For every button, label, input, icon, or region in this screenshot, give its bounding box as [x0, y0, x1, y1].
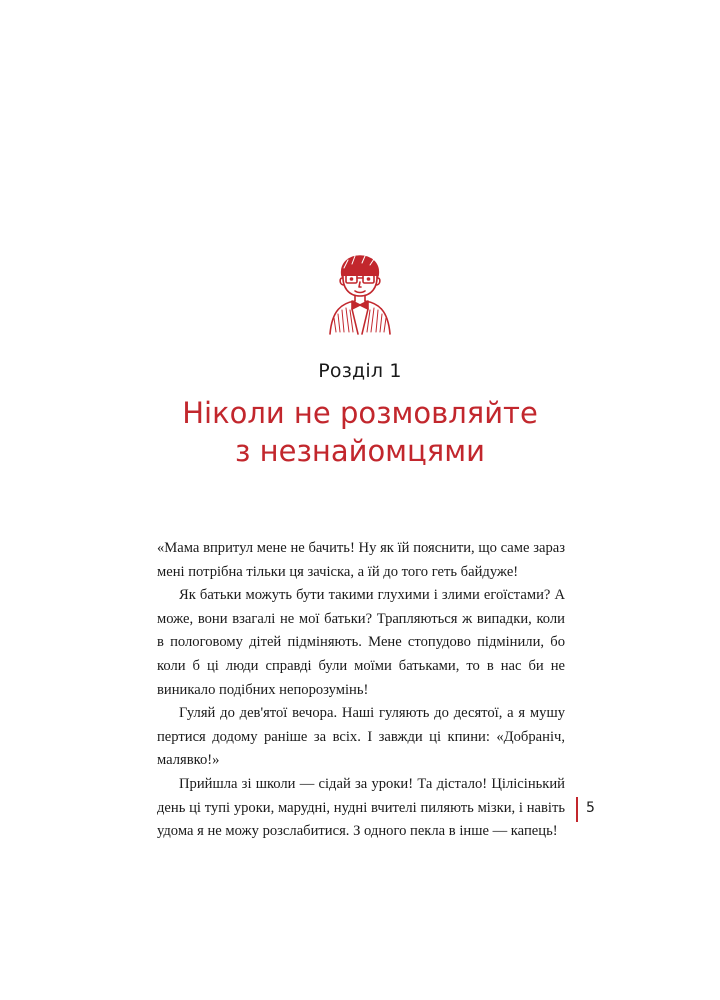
boy-with-glasses-and-bowtie-icon — [322, 252, 398, 336]
chapter-title-line-2: з незнайомцями — [235, 434, 485, 468]
paragraph-1: «Мама впритул мене не бачить! Ну як їй пояснити, що саме зараз мені потрібна тільки ця зачіска, а їй до того геть байдуже! — [157, 540, 565, 580]
paragraph-3: Гуляй до дев'ятої вечора. Наші гуляють до десятої, а я мушу пертися додому раніше за всіх. І завжди ці кпини: «Добраніч, малявко!» — [157, 705, 565, 769]
page-number: 5 — [586, 800, 595, 816]
chapter-title — [0, 394, 720, 470]
body-text — [157, 537, 565, 844]
paragraph-2: Як батьки можуть бути такими глухими і злими егоїстами? А може, вони взагалі не мої батьки? Трапляються ж випадки, коли в пологовому дітей підміняють. Мене стопудово підмінили, бо коли б ці люди справді були моїми батьками, то в нас би не виникало подібних непорозумінь! — [157, 587, 565, 698]
chapter-title-line-1: Ніколи не розмовляйте — [182, 396, 538, 430]
paragraph-4: Прийшла зі школи — сідай за уроки! Та дістало! Цілісінький день ці тупі уроки, марудні, нудні вчителі пиляють мізки, і навіть удома я не можу розслабитися. З одного пекла в інше — капець! — [157, 775, 565, 840]
chapter-label: Розділ 1 — [318, 360, 402, 382]
page-number-divider — [576, 797, 578, 822]
